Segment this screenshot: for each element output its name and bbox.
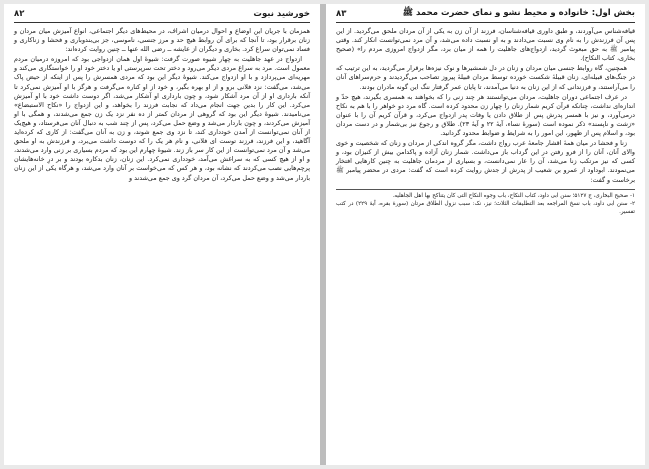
right-page-paragraph: قیافه‌شناس می‌آوردند، و طبق داوری قیافه‌شناسان، فرزند از آن زن به یکی از آن مردان ملحق می‌گردید. از این پس آن فرزندش را به نام وی نسبت می‌دادند و به او نسبت داده می‌شد، و آن مرد نمی‌توانست انکار کند. وقتی پیامبر ﷺ به حق مبعوث گردید، ازدواج‌های جاهلیت را همه از میان برد، مگر ازدواج امروزی مردم را» (صحیح بخاری، کتاب النکاح).	[336, 27, 635, 63]
footnote: ۲- سنن ابی داود، باب نسخ المراجعه بعد التطلیقات الثلاث؛ نیز، نک: سبب نزول الطلاق مرتان (سورهٔ بقره، آیهٔ ۲۲۹) در کتب تفسیر.	[336, 200, 636, 215]
right-page-paragraph: همچنین، گاه روابط جنسی میان مردان و زنان در دل شمشیرها و نوک نیزه‌ها برقرار می‌گردید، به این ترتیب که در جنگ‌های قبیله‌ای، زنان قبیلهٔ شکست خورده توسط مردان قبیلهٔ پیروز تصاحب می‌گردیدند و حرم‌سراهای آنان را می‌آراستند، و فرزندانی که از این زنان به دنیا می‌آمدند، تا پایان عمر گرفتار ننگ این گونه مادران بودند.	[336, 64, 635, 91]
left-page-header-title: خورشید نبوت	[253, 9, 310, 19]
right-page-paragraph: زنا و فحشا در میان همهٔ اقشار جامعهٔ عرب رواج داشت، مگر گروه اندکی از مردان و زنان که شخصیت و خوی والای آنان، آنان را از فرو رفتن در این گرداب باز می‌داشت. شمار زنان آزاده و پاکدامن بیش از کنیزان بود، و کسی که نیز مرتکب زنا می‌شد، آن را عار نمی‌دانست، و بسیاری از مردمان جاهلیت به چنین کارهایی افتخار می‌نمودند. ابوداود از عمرو بن شعیب از پدرش از جدش روایت کرده است که گفت: مردی در محضر پیامبر ﷺ برخاست و گفت:	[336, 139, 635, 184]
right-page-footnotes	[336, 189, 635, 216]
left-page-paragraph: همزمان با جریان این اوضاع و احوال درمیان اشراف، در محیط‌های دیگر اجتماعی، انواع آمیزش میان مردان و زنان برقرار بود، تا آنجا که برای آن روابط هیچ حد و مرز جنسی، ناموسی، جز بی‌بندوباری و فحشا و زناکاری و فساد نمی‌توان سراغ کرد. بخاری و دیگران از عایشه ــ رضی الله عنها ــ چنین روایت کرده‌اند:	[14, 27, 310, 54]
left-page-paragraph: ازدواج در عهد جاهلیت به چهار شیوه صورت گرفت: شیوهٔ اول همان ازدواجی بود که امروزه درمیان مردم معمول است. مرد به سراغ مردی دیگر می‌رود و دختر تحت سرپرستی او یا دختر خود او را خواستگاری می‌کند و مهریه‌ای می‌پردازد و با او ازدواج می‌کند. شیوهٔ دیگر این بود که مردی همسرش را پس از اینکه از حیض پاک می‌شد، می‌گفت: نزد فلانی برو و از او بهره بگیر، و خود از او کناره می‌گرفت و هرگز با او آمیزش نمی‌کرد تا آنکه بارداری او از آن مرد آشکار شود، و چون بارداری او آشکار می‌شد، اگر دوست داشت خود با او آمیزش می‌کرد. این کار را بدین جهت انجام می‌داد که نجابت فرزند را بخواهد، و این ازدواج را «نکاح الاستبضاع» می‌نامیدند. شیوهٔ دیگر این بود که گروهی از مردان کمتر از ده نفر نزد یک زن جمع می‌شدند، و همگی با او آمیزش می‌کردند، و چون باردار می‌شد و وضع حمل می‌کرد، پس از چند شب به دنبال آنان می‌فرستاد، و هیچ‌یک از آنان نمی‌توانست از آمدن خودداری کند، تا نزد وی جمع شوند، و زن به آنان می‌گفت: از کاری که کرده‌اید آگاهید، و این فرزند، فرزند توست ای فلانی، و نام هر یک را که دوست داشت می‌برد، و فرزندش به او ملحق می‌شد و آن مرد نمی‌توانست از این کار سر باز زند. شیوهٔ چهارم این بود که مردم بسیاری بر زنی وارد می‌شدند، و او از هیچ کسی که به سراغش می‌آمد، خودداری نمی‌کرد. این زنان، زنان بدکاره بودند و بر درِ خانه‌هایشان پرچم‌هایی نصب می‌کردند که نشانه بود، و هر کس که می‌خواست بر آنان وارد می‌شد، و هرگاه یکی از این زنان باردار می‌شد و وضع حمل می‌کرد، آن مردان گرد وی جمع می‌شدند و	[14, 55, 310, 182]
footnote: ۱- صحیح البخاری، ج ۵۱۲۷؛ سنن ابی داود، کتاب النکاح، باب وجوه النکاح التی کان یتناکح بها اهل الجاهلیه.	[392, 192, 635, 199]
right-page-paragraph: در عرف اجتماعی دوران جاهلیت، مردان می‌توانستند هر چند زنی را که بخواهند به همسری بگیرند، هیچ حدّ و اندازه‌ای نداشت، چنانکه قرآن کریم شمار زنان را چهار زن محدود کرده است. گاه مرد دو خواهر را با هم به نکاح درمی‌آورد، و نیز با همسر پدرش پس از طلاق دادن یا وفات پدر ازدواج می‌کرد، و قرآن کریم آن را با عنوان «زشت و ناپسند» ذکر نموده است (سورهٔ نساء، آیهٔ ۲۲ و آیهٔ ۲۳). طلاق و رجوع نیز بی‌شمار و در دست مردان بود، و اسلام پس از ظهور، این امور را به شرایط و ضوابط محدود گردانید.	[336, 92, 635, 138]
right-page-number: ۸۳	[336, 9, 347, 19]
left-page	[4, 4, 320, 465]
left-page-number: ۸۲	[14, 9, 25, 19]
right-page-header-title: بخش اول: خانواده و محیط نشو و نمای حضرت محمد ﷺ	[402, 8, 635, 18]
right-page-header	[336, 8, 635, 23]
right-page	[326, 4, 645, 465]
left-page-header	[14, 8, 310, 23]
